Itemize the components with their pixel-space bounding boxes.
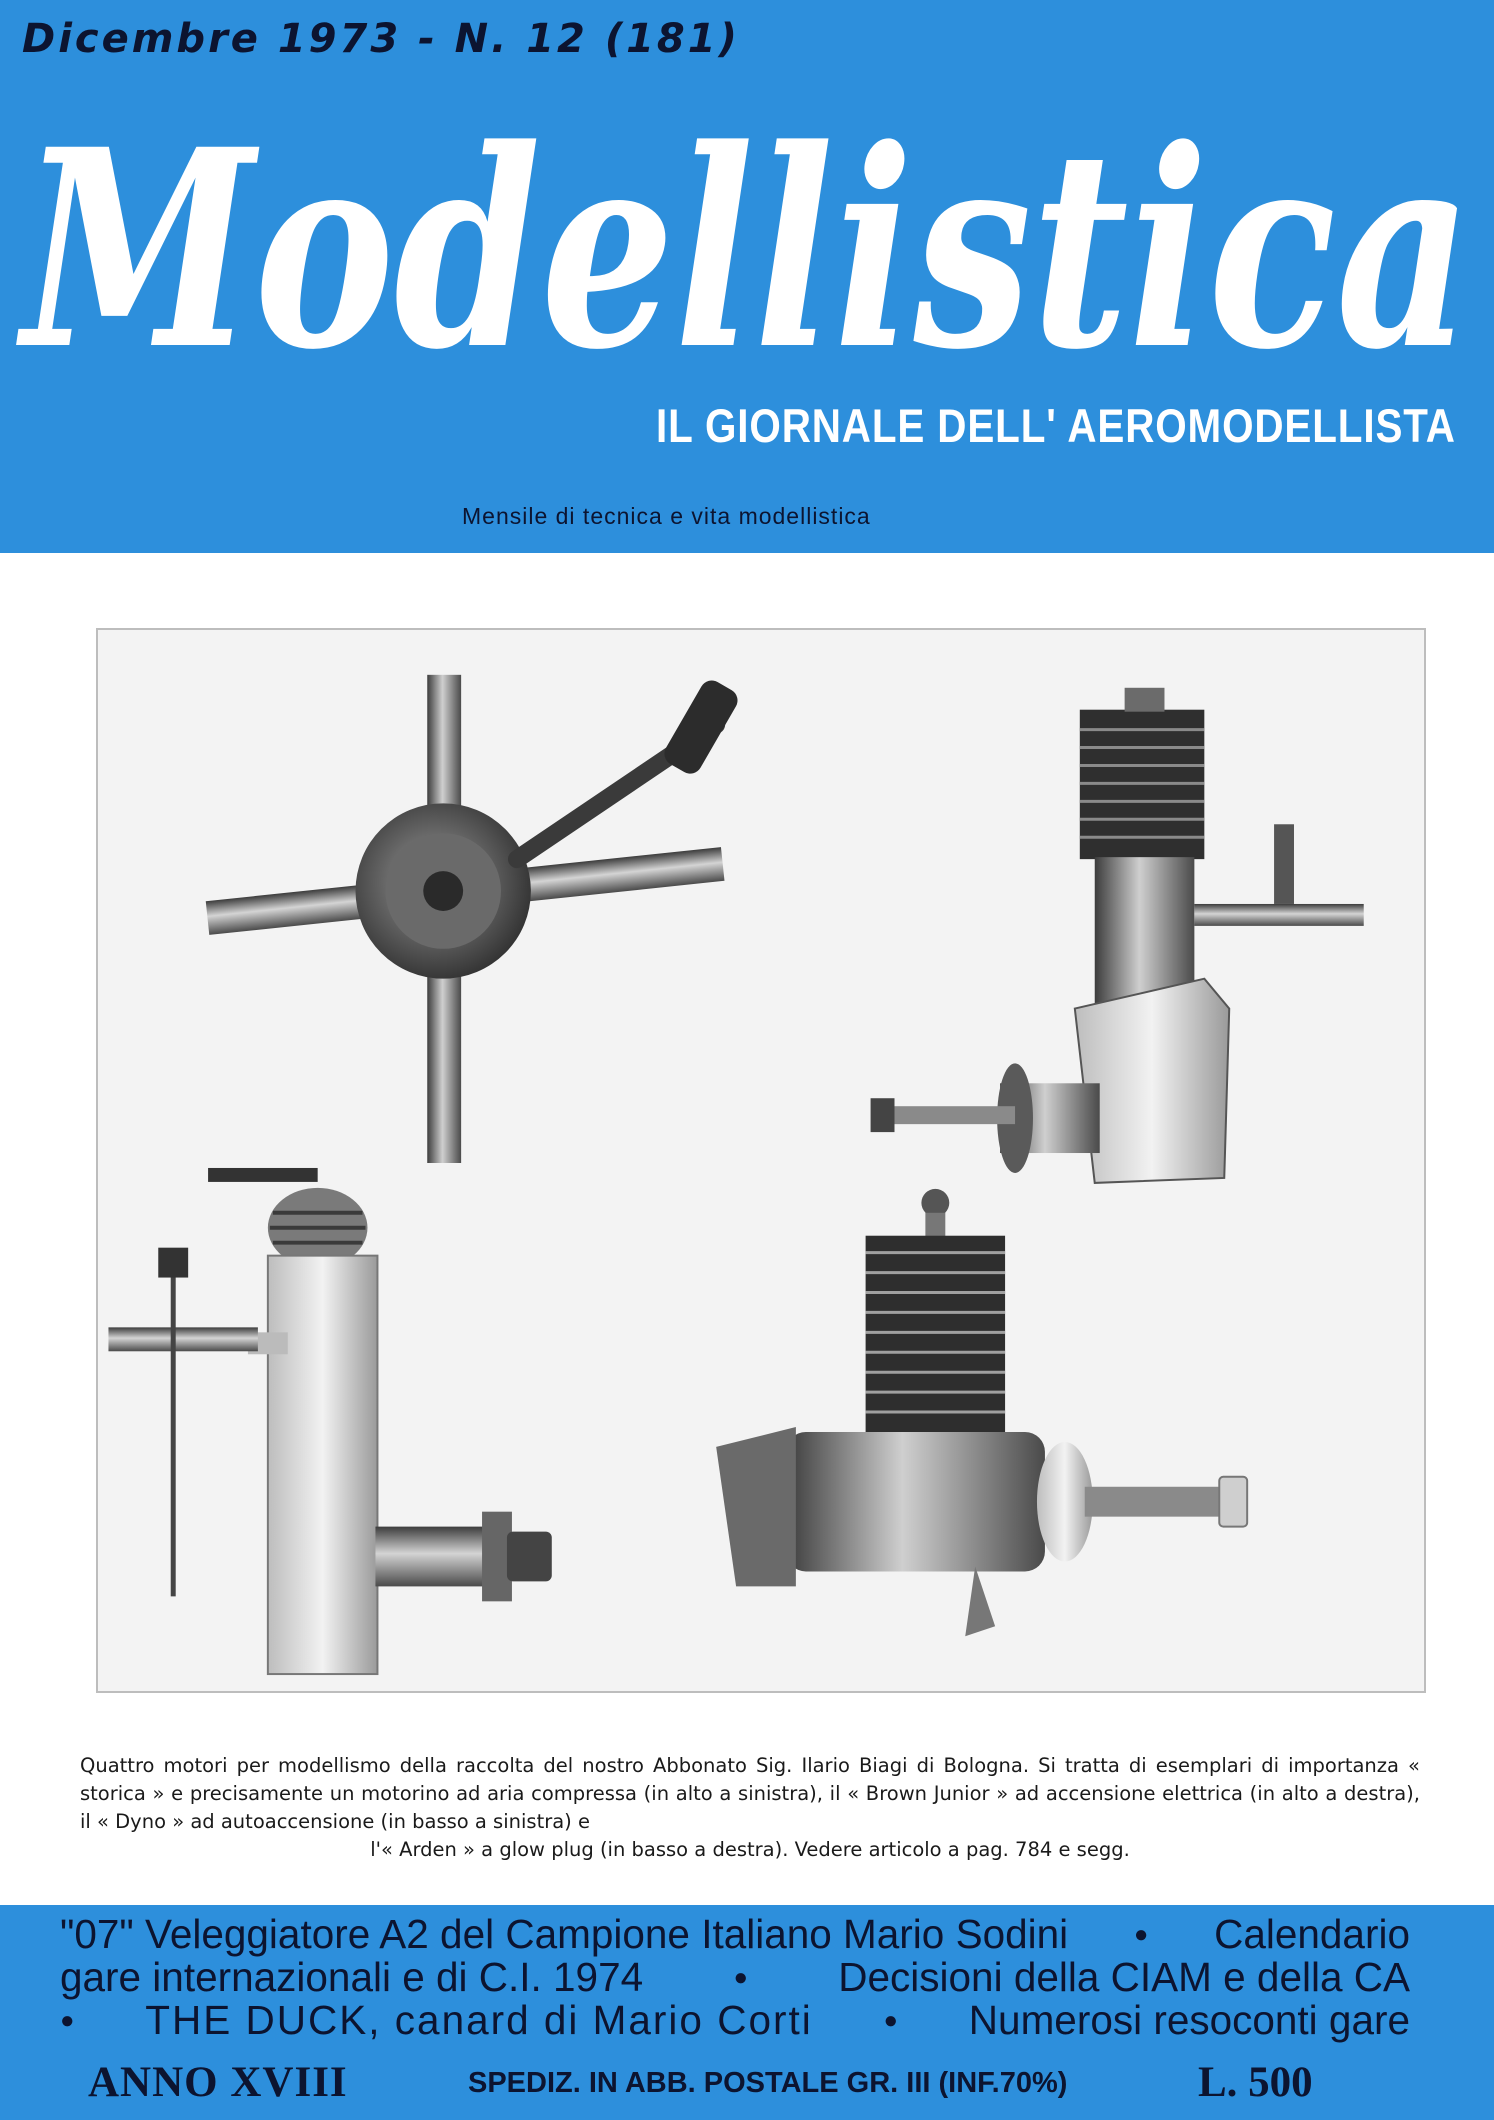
magazine-title: Modellistica xyxy=(15,91,1472,410)
contents-list xyxy=(60,1913,1410,2042)
magazine-logo xyxy=(0,90,1494,420)
contents-item: Numerosi resoconti gare xyxy=(968,1997,1410,2043)
postal-notice: SPEDIZ. IN ABB. POSTALE GR. III (INF.70%) xyxy=(468,2067,1068,2099)
volume-year: ANNO XVIII xyxy=(88,2059,348,2106)
contents-item: THE DUCK, canard di Mario Corti xyxy=(145,1997,813,2043)
contents-item: gare internazionali e di C.I. 1974 xyxy=(60,1954,644,2000)
contents-item: "07" Veleggiatore A2 del Campione Italiano Mario Sodini xyxy=(60,1911,1069,1957)
magazine-subtitle: IL GIORNALE DELL' AEROMODELLISTA xyxy=(656,399,1456,452)
contents-line-3 xyxy=(60,1999,1410,2042)
issue-line: Dicembre 1973 - N. 12 (181) xyxy=(22,16,740,62)
contents-item: Calendario xyxy=(1214,1911,1410,1957)
cover-photo xyxy=(96,628,1426,1693)
magazine-tagline: Mensile di tecnica e vita modellistica xyxy=(462,503,871,529)
bullet-icon: ● xyxy=(733,1964,748,1991)
bullet-icon: ● xyxy=(60,2007,75,2034)
caption-last-line: l'« Arden » a glow plug (in basso a destra). Vedere articolo a pag. 784 e segg. xyxy=(370,1838,1130,1861)
contents-line-1 xyxy=(60,1913,1410,1956)
engines-illustration xyxy=(98,630,1424,1691)
masthead xyxy=(0,0,1494,553)
caption-body: Quattro motori per modellismo della raccolta del nostro Abbonato Sig. Ilario Biagi di Bologna. Si tratta di esemplari di importanza « storica » e precisamente un motorino ad aria compressa (in alto a sinistra), il « Brown Junior » ad accensione elettrica (in alto a destra), il « Dyno » ad autoaccensione (in basso a sinistra) e xyxy=(80,1754,1420,1833)
photo-caption xyxy=(80,1752,1420,1864)
bullet-icon: ● xyxy=(1133,1921,1149,1948)
contents-band xyxy=(0,1905,1494,2120)
contents-item: Decisioni della CIAM e della CA xyxy=(838,1954,1410,2000)
contents-line-2 xyxy=(60,1956,1410,1999)
bullet-icon: ● xyxy=(883,2007,898,2034)
cover-price: L. 500 xyxy=(1198,2059,1313,2106)
